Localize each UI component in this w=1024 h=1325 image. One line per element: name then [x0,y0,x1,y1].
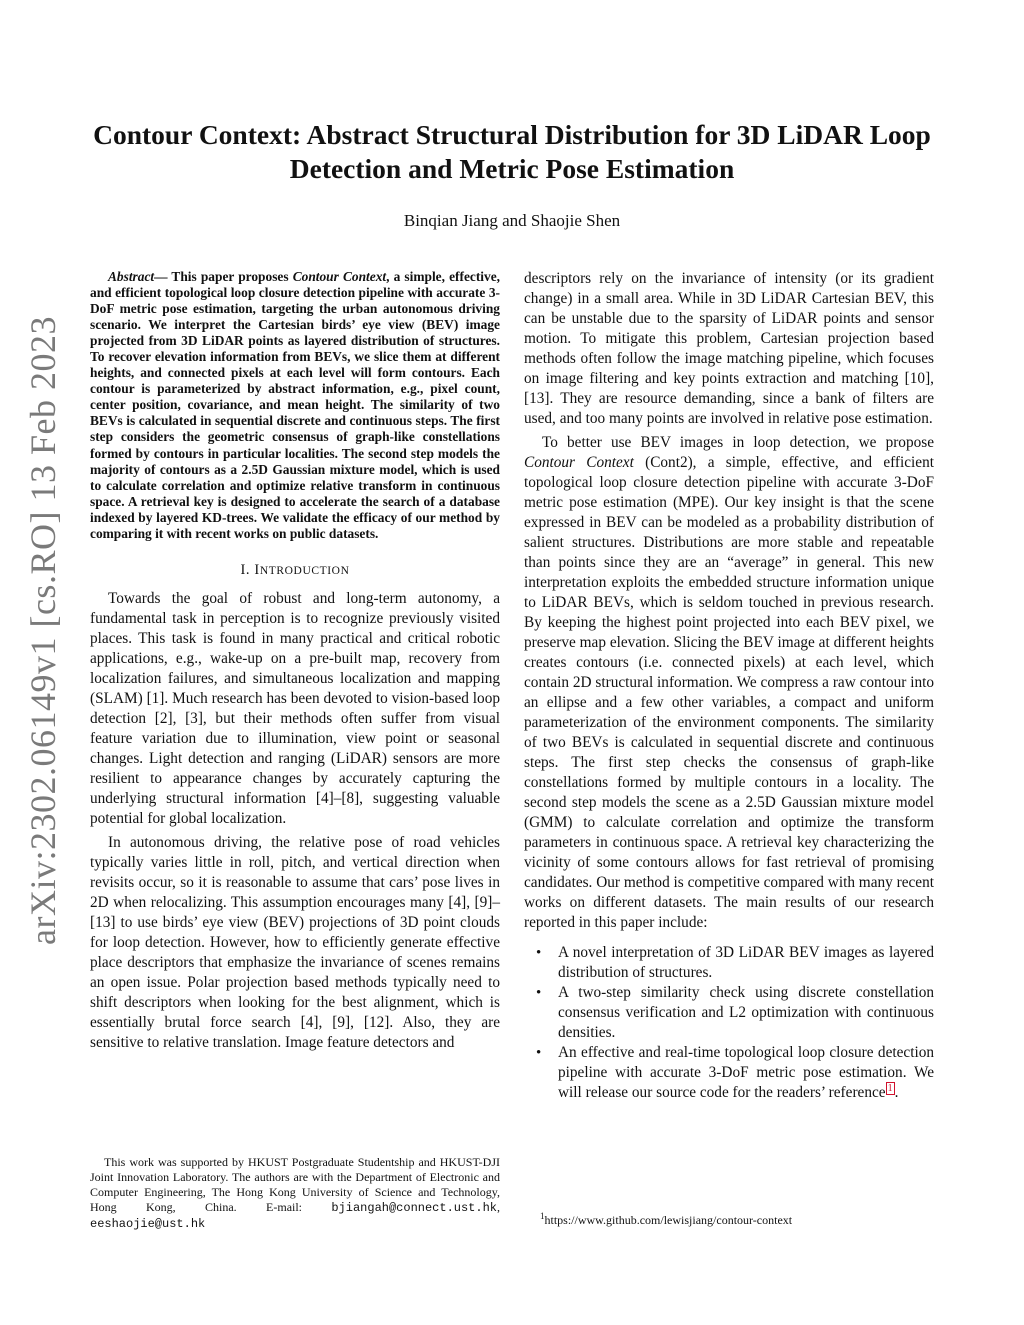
paragraph-4-method-name: Contour Context [524,454,634,471]
intro-paragraph-1: Towards the goal of robust and long-term autonomy, a fundamental task in perception is to recognize previously visited places. This task is found in many practical and critical robotic applications, e.g., wake-up on a pre-built map, recovery from localization failures, and simultaneous localization and mapping (SLAM) [1]. Much research has been devoted to vision-based loop detection [2], [3], but their methods often suffer from visual feature variation due to illumination, view point or seasonal changes. Light detection and ranging (LiDAR) sensors are more resilient to appearance changes by accurately capturing the underlying structural information [4]–[8], suggesting valuable potential for global localization. [90,589,500,827]
url-footnote [540,1211,792,1228]
email-link-1[interactable]: bjiangah@connect.ust.hk [331,1201,497,1215]
abstract-body: , a simple, effective, and efficient topological loop closure detection pipeline with accurate 3-DoF metric pose estimation, targeting the urban autonomous driving scenario. We interpret the Cartesian birds’ eye view (BEV) image projected from 3D LiDAR points as layered distribution of structures. To recover elevation information from BEVs, we slice them at different heights, and connected pixels at each level will form contours. Each contour is parameterized by abstract information, e.g., pixel count, center position, covariance, and mean height. The similarity of two BEVs is calculated in sequential discrete and continuous steps. The first step considers the geometric consensus of graph-like constellations formed by contours in particular localities. The second step models the majority of contours as a 2.5D Gaussian mixture model, which is used to calculate correlation and optimize relative transform in continuous space. A retrieval key is designed to accelerate the search of a database indexed by layered KD-trees. We validate the efficacy of our method by comparing it with recent works on public datasets. [90,269,501,541]
list-item [524,943,934,983]
bullet-icon: • [536,985,542,1001]
section-numeral: I. [240,561,251,578]
bullet-icon: • [536,945,542,961]
abstract-label: Abstract [108,269,155,284]
email-link-2[interactable]: eeshaojie@ust.hk [90,1217,206,1231]
list-item [524,1043,934,1103]
left-column [90,269,500,1057]
paragraph-4-rest: (Cont2), a simple, effective, and efficient topological loop closure detection pipeline with accurate 3-DoF metric pose estimation (MPE). Our key insight is that the scene expressed in BEV can be modeled as a probability distribution of salient structures. Distributions are more stable and repeatable than points since they are an “average” in general. This new interpretation exploits the embedded structure information unique to LiDAR BEVs, which is seldom touched in previous research. By keeping the highest point projected into each BEV pixel, we preserve map elevation. Slicing the BEV image at different heights creates contours (i.e. connected pixels) at each level, which contain 2D structural information. We compress a raw contour into an ellipse and a few other variables, a compact and uniform parameterization of the environment components. The similarity of two BEVs is calculated in sequential discrete and continuous steps. The first step checks the consensus of graph-like constellations formed by multiple contours in a locality. The second step models the scene as a 2.5D Gaussian mixture model (GMM) to calculate correlation and optimize the transform parameters in continuous space. A retrieval key characterizing the vicinity of some contours allows for fast retrieval of promising candidates. Our method is competitive compared with many recent works on different datasets. The main results of our research reported in this paper include: [524,454,934,931]
section-title-first-letter: I [254,561,260,578]
arxiv-stamp: arXiv:2302.06149v1 [cs.RO] 13 Feb 2023 [23,316,63,945]
title-line-1: Contour Context: Abstract Structural Distribution for 3D LiDAR Loop [93,119,931,150]
section-heading-introduction [90,562,500,579]
paper-title [80,118,944,186]
footnote-mark: 1 [540,1211,545,1221]
paragraph-4-start: To better use BEV images in loop detection, we propose [542,434,934,451]
source-code-url[interactable]: https://www.github.com/lewisjiang/contour-context [544,1213,793,1227]
intro-paragraph-3: descriptors rely on the invariance of intensity (or its gradient change) in a small area. While in 3D LiDAR Cartesian BEV, this can be unstable due to the sparsity of LiDAR points and sensor motion. To mitigate this problem, Cartesian projection based methods often follow the image matching pipeline, which focuses on image filtering and key points extraction and matching [10], [13]. They are resource demanding, since a bank of filters are used, and too many points are involved in relative pose estimation. [524,270,934,427]
footnote-text: This work was supported by HKUST Postgraduate Studentship and HKUST-DJI Joint Innovation Laboratory. The authors are with the Department of Electronic and Computer Engineering, The Hong Kong University of Science and Technology, Hong Kong, China. E-mail: [90,1155,500,1214]
abstract-dash: — This paper proposes [154,269,293,284]
contributions-list [524,943,934,1103]
author-list: Binqian Jiang and Shaojie Shen [403,211,621,230]
contribution-end: . [894,1084,899,1101]
footnote-reference-link[interactable]: 1 [887,1082,893,1094]
funding-footnote [90,1155,500,1232]
section-title-rest: NTRODUCTION [259,564,350,577]
list-item [524,983,934,1043]
abstract-method-name: Contour Context [292,269,387,284]
abstract [90,269,500,542]
right-column [524,269,934,1103]
contribution-text-3: An effective and real-time topological loop closure detection pipeline with accurate 3-DoF metric pose estimation. We will release our source code for the readers’ reference [558,1044,934,1101]
email-separator: , [497,1200,500,1214]
intro-paragraph-2: In autonomous driving, the relative pose of road vehicles typically varies little in roll, pitch, and vertical direction when revisits occur, so it is reasonable to assume that cars’ pose lives in 2D when relocalizing. This assumption encourages many [4], [9]–[13] to use birds’ eye view (BEV) projections of 3D point clouds for loop detection. However, how to efficiently generate effective place descriptors that emphasize the invariance of scenes remains an open issue. Polar projection based methods typically need to shift descriptors when looking for the best alignment, which is essentially brutal force search [4], [9], [12]. Also, they are sensitive to relative translation. Image feature detectors and [90,833,500,1051]
title-line-2: Detection and Metric Pose Estimation [289,153,735,184]
bullet-icon: • [536,1045,542,1061]
contribution-text-1: A novel interpretation of 3D LiDAR BEV images as layered distribution of structures. [558,944,934,981]
intro-paragraph-4 [524,433,934,933]
contribution-text-2: A two-step similarity check using discrete constellation consensus verification and L2 optimization with continuous densities. [558,984,934,1041]
